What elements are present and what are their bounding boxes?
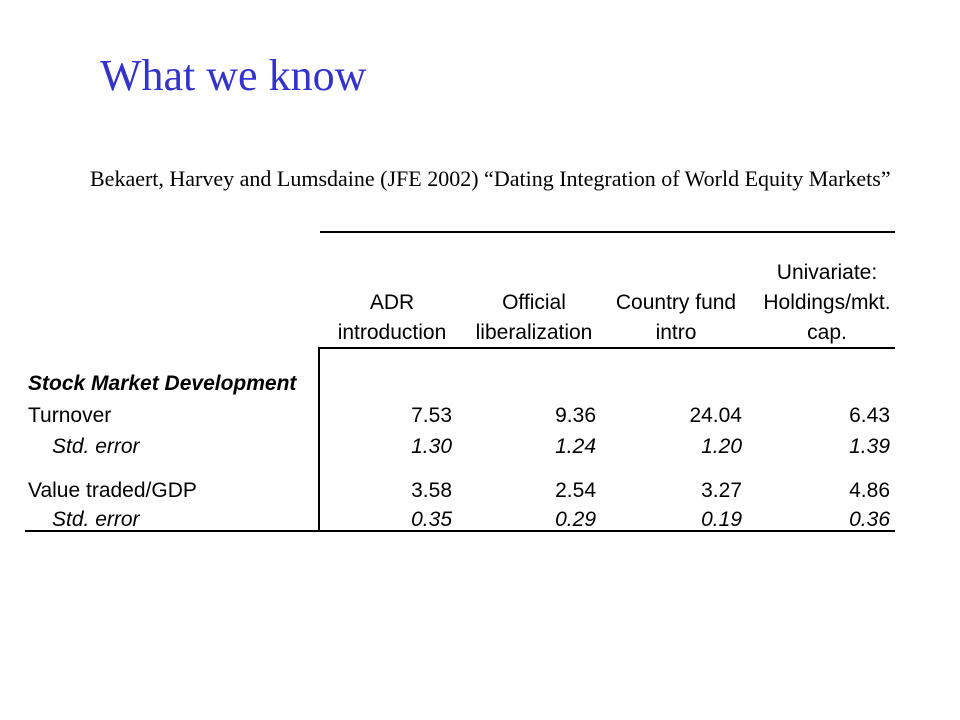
table-cell: 0.19 (701, 508, 742, 531)
table-cell: 1.24 (555, 435, 596, 458)
column-header-line: cap. (807, 321, 847, 344)
table-cell: 24.04 (689, 404, 742, 427)
column-header-line: Holdings/mkt. (763, 291, 891, 314)
table-vertical-rule (318, 347, 320, 532)
table-cell: 7.53 (411, 404, 452, 427)
row-label-std-error: Std. error (52, 435, 140, 458)
table-cell: 2.54 (555, 479, 596, 502)
column-header-univariate (744, 258, 910, 348)
table-cell: 0.36 (849, 508, 890, 531)
row-label-turnover: Turnover (28, 404, 112, 427)
column-header-adr (322, 288, 462, 348)
row-label-std-error: Std. error (52, 508, 140, 531)
table-top-rule (320, 231, 895, 233)
citation-text: Bekaert, Harvey and Lumsdaine (JFE 2002) “Dating Integration of World Equity Markets” (90, 166, 891, 191)
table-cell: 1.20 (701, 435, 742, 458)
table-cell: 0.29 (555, 508, 596, 531)
column-header-line: Country fund (615, 291, 737, 314)
column-header-line: ADR (369, 291, 415, 314)
column-header-line: liberalization (475, 321, 593, 344)
table-cell: 0.35 (411, 508, 452, 531)
table-cell: 9.36 (555, 404, 596, 427)
section-heading: Stock Market Development (28, 372, 297, 395)
column-header-line: Univariate: (776, 261, 878, 284)
table-cell: 4.86 (849, 479, 890, 502)
table-cell: 3.27 (701, 479, 742, 502)
column-header-line: Official (502, 291, 566, 314)
table-cell: 3.58 (411, 479, 452, 502)
column-header-line: introduction (337, 321, 447, 344)
column-header-line: intro (655, 321, 697, 344)
slide-title: What we know (100, 51, 367, 100)
row-label-value-traded: Value traded/GDP (28, 479, 197, 502)
table-cell: 1.30 (411, 435, 452, 458)
table-cell: 1.39 (849, 435, 890, 458)
column-header-official (464, 288, 604, 348)
column-header-country-fund (606, 288, 746, 348)
table-bottom-rule (25, 530, 895, 532)
table-cell: 6.43 (849, 404, 890, 427)
